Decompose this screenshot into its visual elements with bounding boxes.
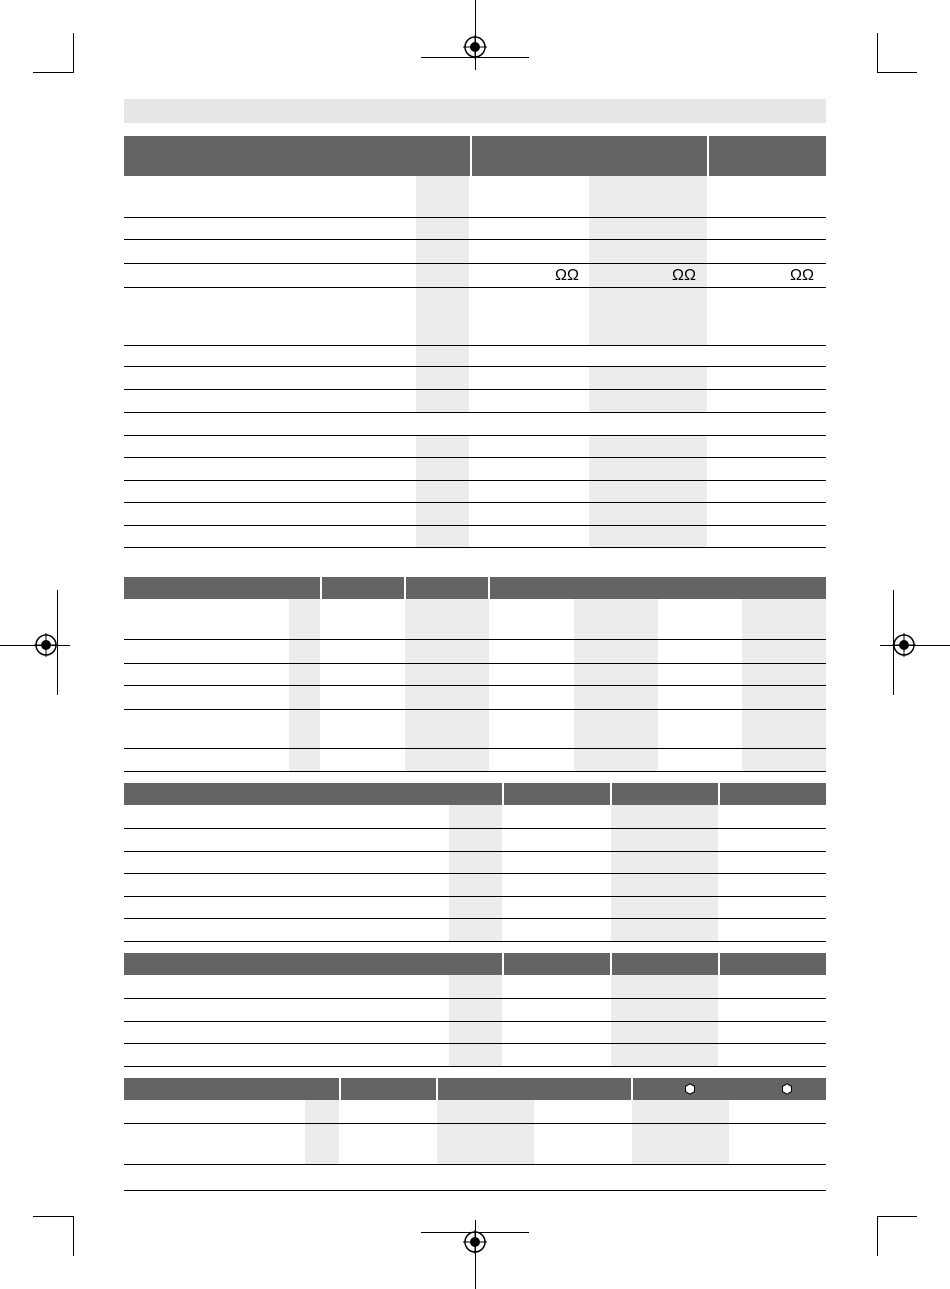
crop-mark: [73, 33, 74, 73]
row-rule: [124, 639, 826, 640]
row-rule: [124, 502, 826, 503]
table-header: [124, 783, 826, 805]
row-rule: [124, 748, 826, 749]
header-separator: [707, 136, 709, 176]
rotation-symbol-icon: ΩΩ: [672, 267, 696, 284]
crop-mark: [33, 1216, 73, 1217]
row-rule: [124, 1066, 826, 1067]
header-band: [124, 99, 826, 123]
unit-column: [305, 1100, 339, 1164]
value-column: [589, 176, 707, 346]
header-separator: [470, 136, 472, 176]
header-separator: [718, 783, 720, 805]
header-separator: [502, 953, 504, 975]
hexagon-icon: [781, 1083, 793, 1095]
row-rule: [124, 435, 826, 436]
row-rule: [124, 287, 826, 288]
row-rule: [124, 457, 826, 458]
header-separator: [488, 577, 490, 599]
registration-mark-icon: [463, 35, 487, 59]
row-rule: [124, 239, 826, 240]
unit-column: [416, 436, 469, 548]
value-column: [589, 436, 707, 548]
header-separator: [436, 1078, 438, 1100]
header-separator: [320, 577, 322, 599]
row-rule: [124, 1021, 826, 1022]
row-rule: [124, 389, 826, 390]
registration-mark-icon: [34, 633, 58, 657]
table-header: [124, 953, 826, 975]
row-rule: [124, 217, 826, 218]
header-separator: [610, 953, 612, 975]
row-rule: [124, 1043, 826, 1044]
header-separator: [610, 783, 612, 805]
row-rule: [124, 918, 826, 919]
table-header: [124, 136, 826, 176]
value-column: [632, 1100, 729, 1164]
value-column: [437, 1100, 534, 1164]
unit-column: [416, 176, 469, 412]
row-rule: [124, 412, 826, 413]
row-rule: [124, 873, 826, 874]
row-rule: [124, 1164, 826, 1165]
header-separator: [718, 953, 720, 975]
row-rule: [124, 896, 826, 897]
crop-mark: [33, 72, 73, 73]
table-header: [124, 1078, 826, 1100]
header-separator: [404, 577, 406, 599]
crop-mark: [877, 1216, 878, 1256]
crop-mark: [73, 1216, 74, 1256]
row-rule: [124, 547, 826, 548]
crop-mark: [877, 33, 878, 73]
registration-mark-icon: [463, 1230, 487, 1254]
header-separator: [502, 783, 504, 805]
crop-mark: [877, 1216, 917, 1217]
row-rule: [124, 771, 826, 772]
row-rule: [124, 1123, 826, 1124]
row-rule: [124, 525, 826, 526]
row-rule: [124, 263, 826, 264]
table-header: [124, 577, 826, 599]
row-rule: [124, 998, 826, 999]
crop-mark: [877, 72, 917, 73]
row-rule: [124, 685, 826, 686]
row-rule: [124, 851, 826, 852]
row-rule: [124, 709, 826, 710]
row-rule: [124, 345, 826, 346]
rotation-symbol-icon: ΩΩ: [555, 267, 579, 284]
row-rule: [124, 663, 826, 664]
rotation-symbol-icon: ΩΩ: [790, 267, 814, 284]
row-rule: [124, 941, 826, 942]
registration-mark-icon: [892, 633, 916, 657]
header-separator: [631, 1078, 633, 1100]
row-rule: [124, 828, 826, 829]
header-separator: [339, 1078, 341, 1100]
row-rule: [124, 366, 826, 367]
row-rule: [124, 480, 826, 481]
hexagon-icon: [684, 1083, 696, 1095]
row-rule: [124, 1190, 826, 1191]
